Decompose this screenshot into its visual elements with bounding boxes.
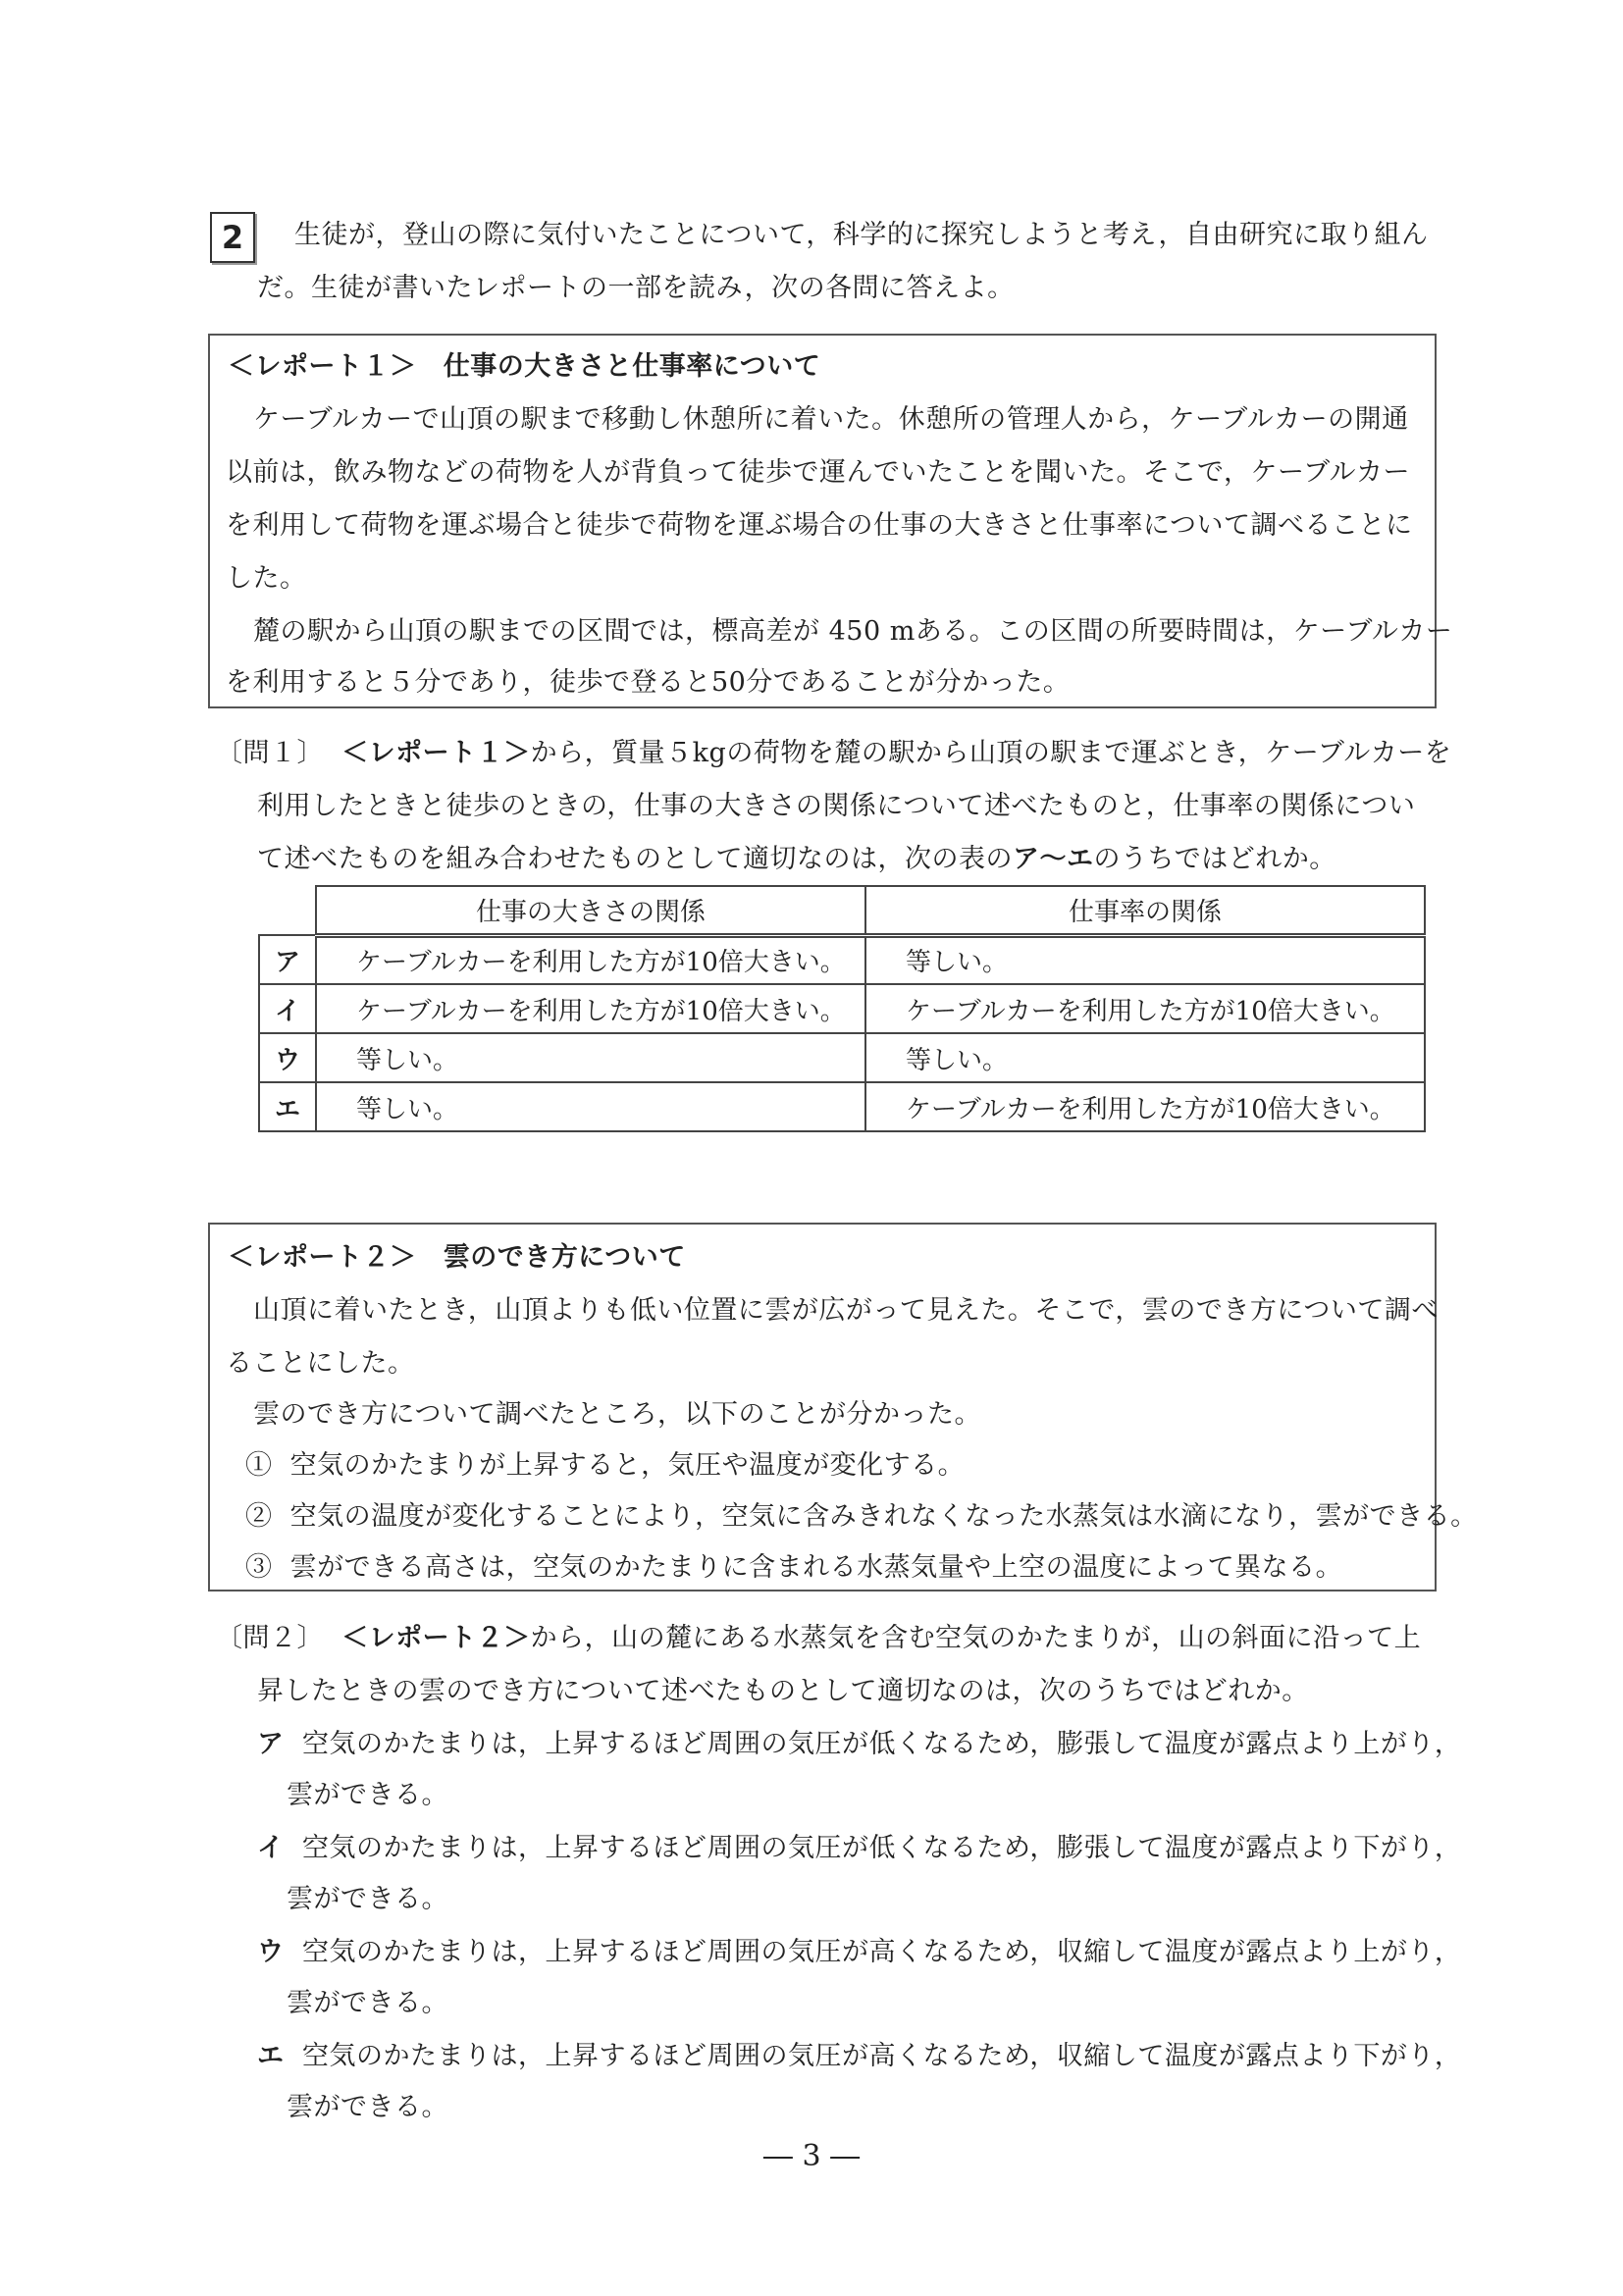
q2-choice (257, 1831, 1461, 1866)
choice-label: イ (257, 1833, 285, 1863)
q1-options-table (258, 885, 1426, 1132)
q2-choice (257, 2039, 1461, 2074)
report1-line: 麓の駅から山頂の駅までの区間では，標高差が 450 mある。この区間の所要時間は，ケーブルカー (253, 616, 1453, 647)
table-row (259, 1033, 1425, 1082)
row-work: 等しい。 (316, 1033, 865, 1082)
q2-choice (257, 1935, 1461, 1970)
row-label: イ (259, 984, 316, 1033)
report2-item (245, 1499, 1478, 1535)
report1-heading-title: 仕事の大きさと仕事率について (443, 351, 821, 382)
q1-line-2: 利用したときと徒歩のときの，仕事の大きさの関係について述べたものと，仕事率の関係につい (257, 791, 1416, 821)
choice-text: 空気のかたまりは，上昇するほど周囲の気圧が高くなるため，収縮して温度が露点より上がり， (302, 1937, 1462, 1967)
q1-line-3-text-c: のうちではどれか。 (1093, 844, 1336, 874)
table-row (259, 935, 1425, 984)
report1-line: を利用すると５分であり，徒歩で登ると50分であることが分かった。 (226, 667, 1071, 698)
table-row (259, 984, 1425, 1033)
q1-report-ref: ＜レポート１＞ (341, 738, 531, 768)
table-corner-cell (259, 886, 316, 935)
q1-line-3-text-a: て述べたものを組み合わせたものとして適切なのは，次の表の (257, 844, 1013, 874)
report2-item (245, 1448, 965, 1484)
row-power: ケーブルカーを利用した方が10倍大きい。 (865, 1082, 1425, 1131)
table-row (259, 1082, 1425, 1131)
q1-line-1-text: から，質量５kgの荷物を麓の駅から山頂の駅まで運ぶとき，ケーブルカーを (530, 738, 1452, 768)
row-power: 等しい。 (865, 935, 1425, 984)
table-header-work: 仕事の大きさの関係 (316, 886, 865, 935)
table-header-row (259, 886, 1425, 935)
q2-line-2: 昇したときの雲のでき方について述べたものとして適切なのは，次のうちではどれか。 (257, 1676, 1309, 1706)
choice-label: ア (257, 1729, 285, 1759)
choice-continuation: 雲ができる。 (287, 1780, 448, 1810)
q2-line-1-text: から，山の麓にある水蒸気を含む空気のかたまりが，山の斜面に沿って上 (530, 1623, 1422, 1653)
item-text: 雲ができる高さは，空気のかたまりに含まれる水蒸気量や上空の温度によって異なる。 (289, 1552, 1343, 1583)
report2-item (245, 1550, 1342, 1586)
choice-label: エ (257, 2041, 285, 2071)
row-power: 等しい。 (865, 1033, 1425, 1082)
q2-line-1 (216, 1621, 1421, 1656)
question-number-box: 2 (210, 212, 255, 263)
report2-heading-label: ＜レポート２＞ (228, 1242, 417, 1273)
item-mark: ② (245, 1501, 273, 1532)
row-work: 等しい。 (316, 1082, 865, 1131)
report1-heading-label: ＜レポート１＞ (228, 351, 417, 382)
report2-line: ることにした。 (226, 1348, 415, 1379)
q2-choice (257, 1727, 1461, 1762)
report2-line: 山頂に着いたとき，山頂よりも低い位置に雲が広がって見えた。そこで，雲のでき方について調べ (253, 1295, 1439, 1326)
item-text: 空気のかたまりが上昇すると，気圧や温度が変化する。 (289, 1450, 966, 1481)
report2-line: 雲のでき方について調べたところ，以下のことが分かった。 (253, 1399, 981, 1430)
report1-line: 以前は，飲み物などの荷物を人が背負って徒歩で運んでいたことを聞いた。そこで，ケーブルカー (226, 457, 1411, 488)
q1-line-1 (216, 736, 1451, 771)
choice-text: 空気のかたまりは，上昇するほど周囲の気圧が高くなるため，収縮して温度が露点より下がり， (302, 2041, 1462, 2071)
item-mark: ① (245, 1450, 273, 1481)
report1-line: した。 (226, 563, 307, 594)
row-label: ウ (259, 1033, 316, 1082)
question-intro-line-1: 生徒が，登山の際に気付いたことについて，科学的に探究しようと考え，自由研究に取り組ん (294, 220, 1429, 250)
report1-heading (228, 349, 820, 385)
choice-text: 空気のかたまりは，上昇するほど周囲の気圧が低くなるため，膨張して温度が露点より下がり， (302, 1833, 1462, 1863)
row-label: エ (259, 1082, 316, 1131)
q1-prefix: 〔問１〕 (216, 738, 324, 768)
q1-line-3 (257, 842, 1336, 877)
q1-line-3-range: ア～エ (1013, 844, 1094, 874)
choice-continuation: 雲ができる。 (287, 1884, 448, 1914)
row-label: ア (259, 935, 316, 984)
page-number: ― 3 ― (762, 2139, 861, 2173)
item-text: 空気の温度が変化することにより，空気に含みきれなくなった水蒸気は水滴になり，雲ができる。 (289, 1501, 1478, 1532)
choice-continuation: 雲ができる。 (287, 2092, 448, 2122)
report1-line: ケーブルカーで山頂の駅まで移動し休憩所に着いた。休憩所の管理人から，ケーブルカーの開通 (253, 404, 1409, 435)
row-power: ケーブルカーを利用した方が10倍大きい。 (865, 984, 1425, 1033)
q2-prefix: 〔問２〕 (216, 1623, 324, 1653)
question-intro-line-2: だ。生徒が書いたレポートの一部を読み，次の各問に答えよ。 (257, 273, 1015, 303)
choice-text: 空気のかたまりは，上昇するほど周囲の気圧が低くなるため，膨張して温度が露点より上がり， (302, 1729, 1462, 1759)
choice-label: ウ (257, 1937, 285, 1967)
report1-line: を利用して荷物を運ぶ場合と徒歩で荷物を運ぶ場合の仕事の大きさと仕事率について調べることに (226, 510, 1413, 541)
report2-heading-title: 雲のでき方について (443, 1242, 686, 1273)
row-work: ケーブルカーを利用した方が10倍大きい。 (316, 984, 865, 1033)
report2-heading (228, 1240, 686, 1276)
row-work: ケーブルカーを利用した方が10倍大きい。 (316, 935, 865, 984)
choice-continuation: 雲ができる。 (287, 1988, 448, 2018)
item-mark: ③ (245, 1552, 273, 1583)
q2-report-ref: ＜レポート２＞ (341, 1623, 531, 1653)
table-header-power: 仕事率の関係 (865, 886, 1425, 935)
